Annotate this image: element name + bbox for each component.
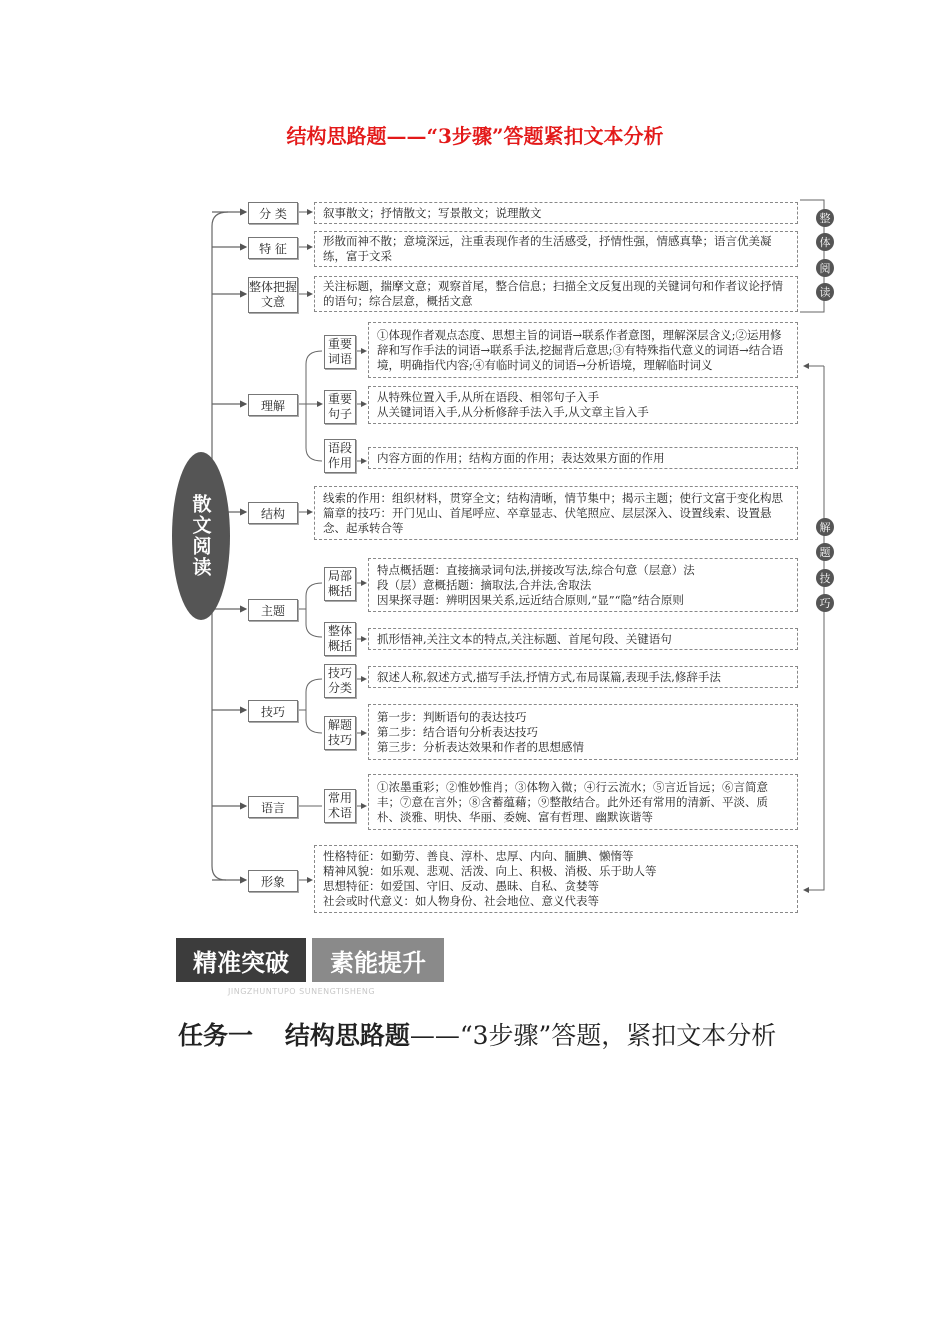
technique-types-text: 叙述人称,叙述方式,描写手法,抒情方式,布局谋篇,表现手法,修辞手法 <box>368 666 798 688</box>
category-overall-meaning: 整体把握文意 <box>248 277 298 313</box>
features-text: 形散而神不散；意境深远，注重表现作者的生活感受，抒情性强，情感真挚；语言优美凝练，富于文采 <box>314 231 798 267</box>
side-label-char: 技 <box>816 569 834 587</box>
root-node: 散文阅读 <box>172 452 230 620</box>
category-theme: 主题 <box>248 599 298 621</box>
key-sentences-text: 从特殊位置入手,从所在语段、相邻句子入手 从关键词语入手,从分析修辞手法入手,从文章主旨入手 <box>368 386 798 424</box>
paragraph-function-text: 内容方面的作用；结构方面的作用；表达效果方面的作用 <box>368 447 798 469</box>
classification-text: 叙事散文；抒情散文；写景散文；说理散文 <box>314 202 798 224</box>
overall-meaning-text: 关注标题，揣摩文意；观察首尾，整合信息；扫描全文反复出现的关键词句和作者议论抒情的语句；综合层意，概括文意 <box>314 276 798 312</box>
task-label: 任务一 <box>178 1021 254 1050</box>
partial-summary-text: 特点概括题：直接摘录词句法,拼接改写法,综合句意（层意）法 段（层）意概括题：摘取法,合并法,舍取法 因果探寻题：辨明因果关系,远近结合原则,“显”“隐”结合原则 <box>368 558 798 612</box>
task-heading <box>178 1016 776 1052</box>
side-label-char: 巧 <box>816 594 834 612</box>
banner-right: 素能提升 <box>312 938 444 982</box>
category-features: 特 征 <box>248 237 298 259</box>
side-label-char: 读 <box>816 283 834 301</box>
sub-key-sentences: 重要句子 <box>324 390 356 424</box>
banner-subtitle: JINGZHUNTUPO SUNENGTISHENG <box>228 987 376 996</box>
category-language: 语言 <box>248 796 298 818</box>
sub-common-terms: 常用术语 <box>324 789 356 823</box>
sub-partial-summary: 局部概括 <box>324 567 356 601</box>
image-text: 性格特征：如勤劳、善良、淳朴、忠厚、内向、腼腆、懒惰等 精神风貌：如乐观、悲观、活泼、向上、积极、消极、乐于助人等 思想特征：如爱国、守旧、反动、愚昧、自私、贪婪等 社会或时代意义：如人物身份、社会地位、意义代表等 <box>314 845 798 913</box>
sub-overall-summary: 整体概括 <box>324 622 356 656</box>
side-label-char: 解 <box>816 518 834 536</box>
sub-key-words: 重要词语 <box>324 335 356 369</box>
sub-solving-skills: 解题技巧 <box>324 716 356 750</box>
category-techniques: 技巧 <box>248 700 298 722</box>
category-image: 形象 <box>248 870 298 892</box>
side-label-char: 整 <box>816 209 834 227</box>
structure-text: 线索的作用：组织材料，贯穿全文；结构清晰，情节集中；揭示主题；使行文富于变化构思篇章的技巧：开门见山、首尾呼应、卒章显志、伏笔照应、层层深入、设置线索、设置悬念、起承转合等 <box>314 486 798 540</box>
task-rest: ——“3步骤”答题，紧扣文本分析 <box>409 1021 777 1050</box>
overall-summary-text: 抓形悟神,关注文本的特点,关注标题、首尾句段、关键语句 <box>368 628 798 650</box>
side-label-char: 体 <box>816 233 834 251</box>
banner-left: 精准突破 <box>176 938 306 982</box>
side-label-char: 阅 <box>816 259 834 277</box>
sub-paragraph-function: 语段作用 <box>324 439 356 473</box>
sub-technique-types: 技巧分类 <box>324 664 356 698</box>
common-terms-text: ①浓墨重彩；②惟妙惟肖；③体物入微；④行云流水；⑤言近旨远；⑥言简意丰；⑦意在言外；⑧含蓄蕴藉；⑨整散结合。此外还有常用的清新、平淡、质朴、淡雅、明快、华丽、委婉、富有哲理、幽默诙谐等 <box>368 774 798 830</box>
solving-skills-text: 第一步：判断语句的表达技巧 第二步：结合语句分析表达技巧 第三步：分析表达效果和作者的思想感情 <box>368 704 798 760</box>
side-label-char: 题 <box>816 543 834 561</box>
category-classification: 分 类 <box>248 202 298 224</box>
task-title: 结构思路题 <box>284 1021 410 1050</box>
key-words-text: ①体现作者观点态度、思想主旨的词语→联系作者意图，理解深层含义;②运用修辞和写作手法的词语→联系手法,挖掘背后意思;③有特殊指代意义的词语→结合语境，明确指代内容;④有临时词义的词语→分析语境，理解临时词义 <box>368 322 798 378</box>
category-structure: 结构 <box>248 502 298 524</box>
page-title: 结构思路题——“3步骤”答题紧扣文本分析 <box>286 124 664 148</box>
category-understanding: 理解 <box>248 394 298 416</box>
